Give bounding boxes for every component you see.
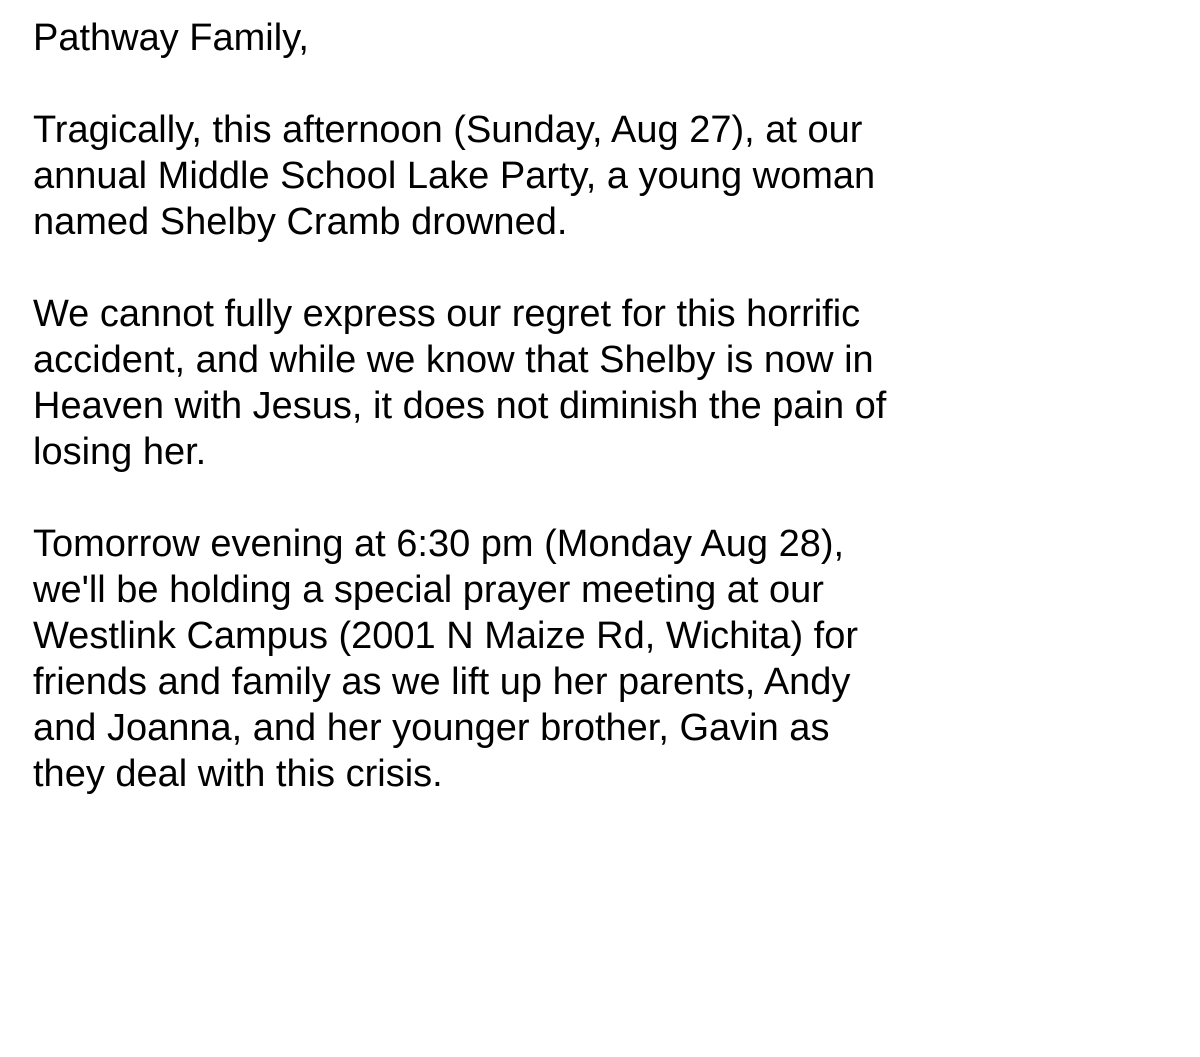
text-line: accident, and while we know that Shelby is now in [33, 339, 874, 381]
text-line: friends and family as we lift up her parents, Andy [33, 661, 851, 703]
text-line: losing her. [33, 431, 207, 473]
prayer-meeting-paragraph [33, 521, 1183, 797]
text-line: named Shelby Cramb drowned. [33, 201, 568, 243]
text-line: we'll be holding a special prayer meeting at our [33, 569, 824, 611]
text-line: Westlink Campus (2001 N Maize Rd, Wichita) for [33, 615, 858, 657]
text-line: annual Middle School Lake Party, a young woman [33, 155, 876, 197]
text-line: Pathway Family, [33, 17, 309, 59]
text-line: Heaven with Jesus, it does not diminish the pain of [33, 385, 887, 427]
text-line: We cannot fully express our regret for this horrific [33, 293, 861, 335]
announcement-paragraph [33, 107, 1183, 245]
text-line: and Joanna, and her younger brother, Gavin as [33, 707, 830, 749]
note-body [33, 15, 1183, 797]
greeting-paragraph [33, 15, 1183, 61]
text-line: Tragically, this afternoon (Sunday, Aug 27), at our [33, 109, 863, 151]
text-line: they deal with this crisis. [33, 753, 443, 795]
condolence-paragraph [33, 291, 1183, 475]
text-line: Tomorrow evening at 6:30 pm (Monday Aug 28), [33, 523, 845, 565]
